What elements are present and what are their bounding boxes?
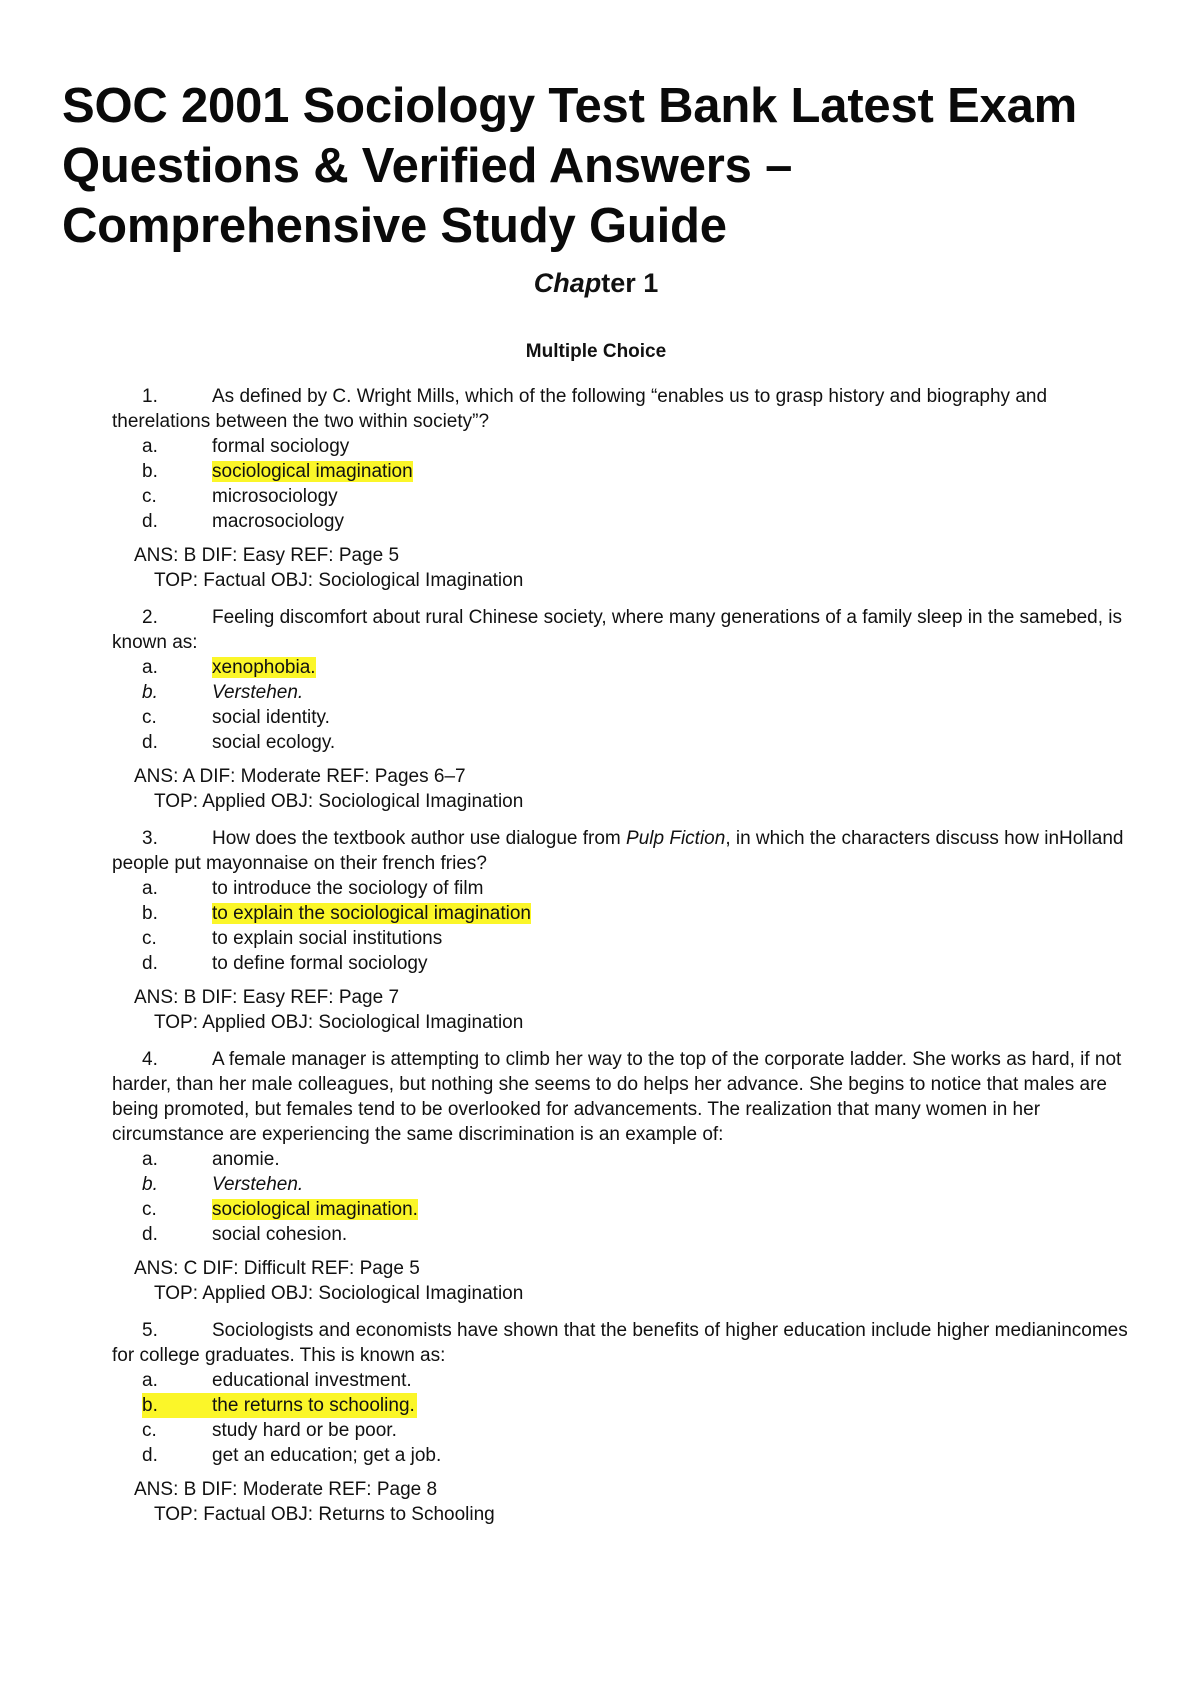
option-c: [142, 484, 1130, 509]
question-3: [112, 826, 1130, 1035]
question-stem: [112, 1318, 1130, 1368]
document-title: SOC 2001 Sociology Test Bank Latest Exam Questions & Verified Answers – Comprehensive Study Guide: [62, 79, 1078, 253]
section-heading: Multiple Choice: [525, 341, 667, 362]
option-text: formal sociology: [212, 436, 350, 457]
option-text: social identity.: [212, 707, 330, 728]
question-number: 2.: [142, 607, 158, 628]
option-text-highlighted: sociological imagination.: [212, 1199, 418, 1220]
question-list: [62, 384, 1130, 1527]
option-d: [142, 1222, 1130, 1247]
option-b: [142, 901, 1130, 926]
question-text: , in which the characters discuss how inHolland people put mayonnaise on their french fries?: [112, 828, 1124, 874]
option-letter: d.: [142, 732, 158, 753]
question-stem: [112, 1047, 1130, 1147]
option-text-highlighted: xenophobia.: [212, 657, 316, 678]
answer-line: ANS: B DIF: Easy REF: Page 5: [134, 545, 400, 566]
question-text: As defined by C. Wright Mills, which of the following “enables us to grasp history and biography and therelations between the two within society”?: [112, 386, 1048, 432]
question-number: 1.: [142, 386, 158, 407]
option-text: Verstehen.: [212, 1174, 304, 1195]
question-stem: [112, 384, 1130, 434]
chapter-heading: [62, 266, 1130, 300]
option-d: [142, 951, 1130, 976]
answer-options: [112, 655, 1130, 755]
question-1: [112, 384, 1130, 593]
chapter-heading-italic: Chap: [533, 268, 602, 298]
answer-options: [112, 434, 1130, 534]
option-d: [142, 1443, 1130, 1468]
option-letter: c.: [142, 1420, 157, 1441]
option-c: [142, 1197, 1130, 1222]
answer-line: ANS: A DIF: Moderate REF: Pages 6–7: [134, 766, 466, 787]
question-text: A female manager is attempting to climb her way to the top of the corporate ladder. She works as hard, if not harder, than her male colleagues, but nothing she seems to do helps her advance. She begins to notice that males are being promoted, but females tend to be overlooked for advancements. The realization that many women in her circumstance are experiencing the same discrimination is an example of:: [112, 1049, 1122, 1145]
option-letter: b.: [142, 682, 158, 703]
option-letter: b.: [142, 1395, 158, 1416]
question-stem: [112, 826, 1130, 876]
option-a: [142, 1147, 1130, 1172]
answer-metadata: [112, 764, 1130, 814]
option-a: [142, 434, 1130, 459]
option-d: [142, 730, 1130, 755]
option-letter: a.: [142, 1370, 158, 1391]
option-letter: a.: [142, 657, 158, 678]
option-c: [142, 705, 1130, 730]
option-text: educational investment.: [212, 1370, 412, 1391]
answer-line: ANS: C DIF: Difficult REF: Page 5: [134, 1258, 420, 1279]
question-number: 5.: [142, 1320, 158, 1341]
topic-line: TOP: Factual OBJ: Sociological Imagination: [154, 570, 524, 591]
question-5: [112, 1318, 1130, 1527]
question-2: [112, 605, 1130, 814]
option-text: get an education; get a job.: [212, 1445, 442, 1466]
question-number: 3.: [142, 828, 158, 849]
option-text: to define formal sociology: [212, 953, 428, 974]
option-text: social cohesion.: [212, 1224, 348, 1245]
question-text: Feeling discomfort about rural Chinese society, where many generations of a family sleep in the samebed, is known as:: [112, 607, 1122, 653]
topic-line: TOP: Applied OBJ: Sociological Imagination: [154, 1012, 524, 1033]
question-stem: [112, 605, 1130, 655]
option-b: [142, 1393, 1130, 1418]
option-text-highlighted: the returns to schooling.: [212, 1395, 415, 1416]
option-c: [142, 926, 1130, 951]
option-letter: c.: [142, 486, 157, 507]
option-letter: c.: [142, 707, 157, 728]
chapter-heading-rest: ter 1: [601, 268, 659, 298]
answer-options: [112, 1147, 1130, 1247]
question-text-italic: Pulp Fiction: [626, 828, 726, 849]
option-letter: b.: [142, 461, 158, 482]
option-c: [142, 1418, 1130, 1443]
option-a: [142, 655, 1130, 680]
option-d: [142, 509, 1130, 534]
option-text: anomie.: [212, 1149, 280, 1170]
option-row-highlighted: [142, 1393, 417, 1418]
answer-options: [112, 1368, 1130, 1468]
option-b: [142, 1172, 1130, 1197]
option-letter: d.: [142, 1224, 158, 1245]
answer-metadata: [112, 985, 1130, 1035]
option-letter: c.: [142, 1199, 157, 1220]
option-text: microsociology: [212, 486, 338, 507]
option-text: to explain social institutions: [212, 928, 443, 949]
option-b: [142, 680, 1130, 705]
question-number: 4.: [142, 1049, 158, 1070]
answer-line: ANS: B DIF: Moderate REF: Page 8: [134, 1479, 438, 1500]
question-text: Sociologists and economists have shown that the benefits of higher education include higher medianincomes for college graduates. This is known as:: [112, 1320, 1128, 1366]
answer-metadata: [112, 1256, 1130, 1306]
question-4: [112, 1047, 1130, 1306]
answer-options: [112, 876, 1130, 976]
option-text: to introduce the sociology of film: [212, 878, 484, 899]
option-letter: a.: [142, 1149, 158, 1170]
topic-line: TOP: Applied OBJ: Sociological Imagination: [154, 791, 524, 812]
option-letter: d.: [142, 511, 158, 532]
question-text: How does the textbook author use dialogue from: [212, 828, 627, 849]
option-text: study hard or be poor.: [212, 1420, 397, 1441]
option-letter: b.: [142, 903, 158, 924]
answer-metadata: [112, 1477, 1130, 1527]
option-a: [142, 1368, 1130, 1393]
topic-line: TOP: Applied OBJ: Sociological Imagination: [154, 1283, 524, 1304]
option-b: [142, 459, 1130, 484]
option-letter: a.: [142, 878, 158, 899]
option-text: Verstehen.: [212, 682, 304, 703]
option-letter: c.: [142, 928, 157, 949]
option-a: [142, 876, 1130, 901]
option-text-highlighted: to explain the sociological imagination: [212, 903, 531, 924]
option-letter: a.: [142, 436, 158, 457]
option-text: social ecology.: [212, 732, 336, 753]
option-letter: d.: [142, 1445, 158, 1466]
option-text-highlighted: sociological imagination: [212, 461, 413, 482]
answer-metadata: [112, 543, 1130, 593]
option-text: macrosociology: [212, 511, 344, 532]
option-letter: d.: [142, 953, 158, 974]
topic-line: TOP: Factual OBJ: Returns to Schooling: [154, 1504, 495, 1525]
option-letter: b.: [142, 1174, 158, 1195]
answer-line: ANS: B DIF: Easy REF: Page 7: [134, 987, 400, 1008]
